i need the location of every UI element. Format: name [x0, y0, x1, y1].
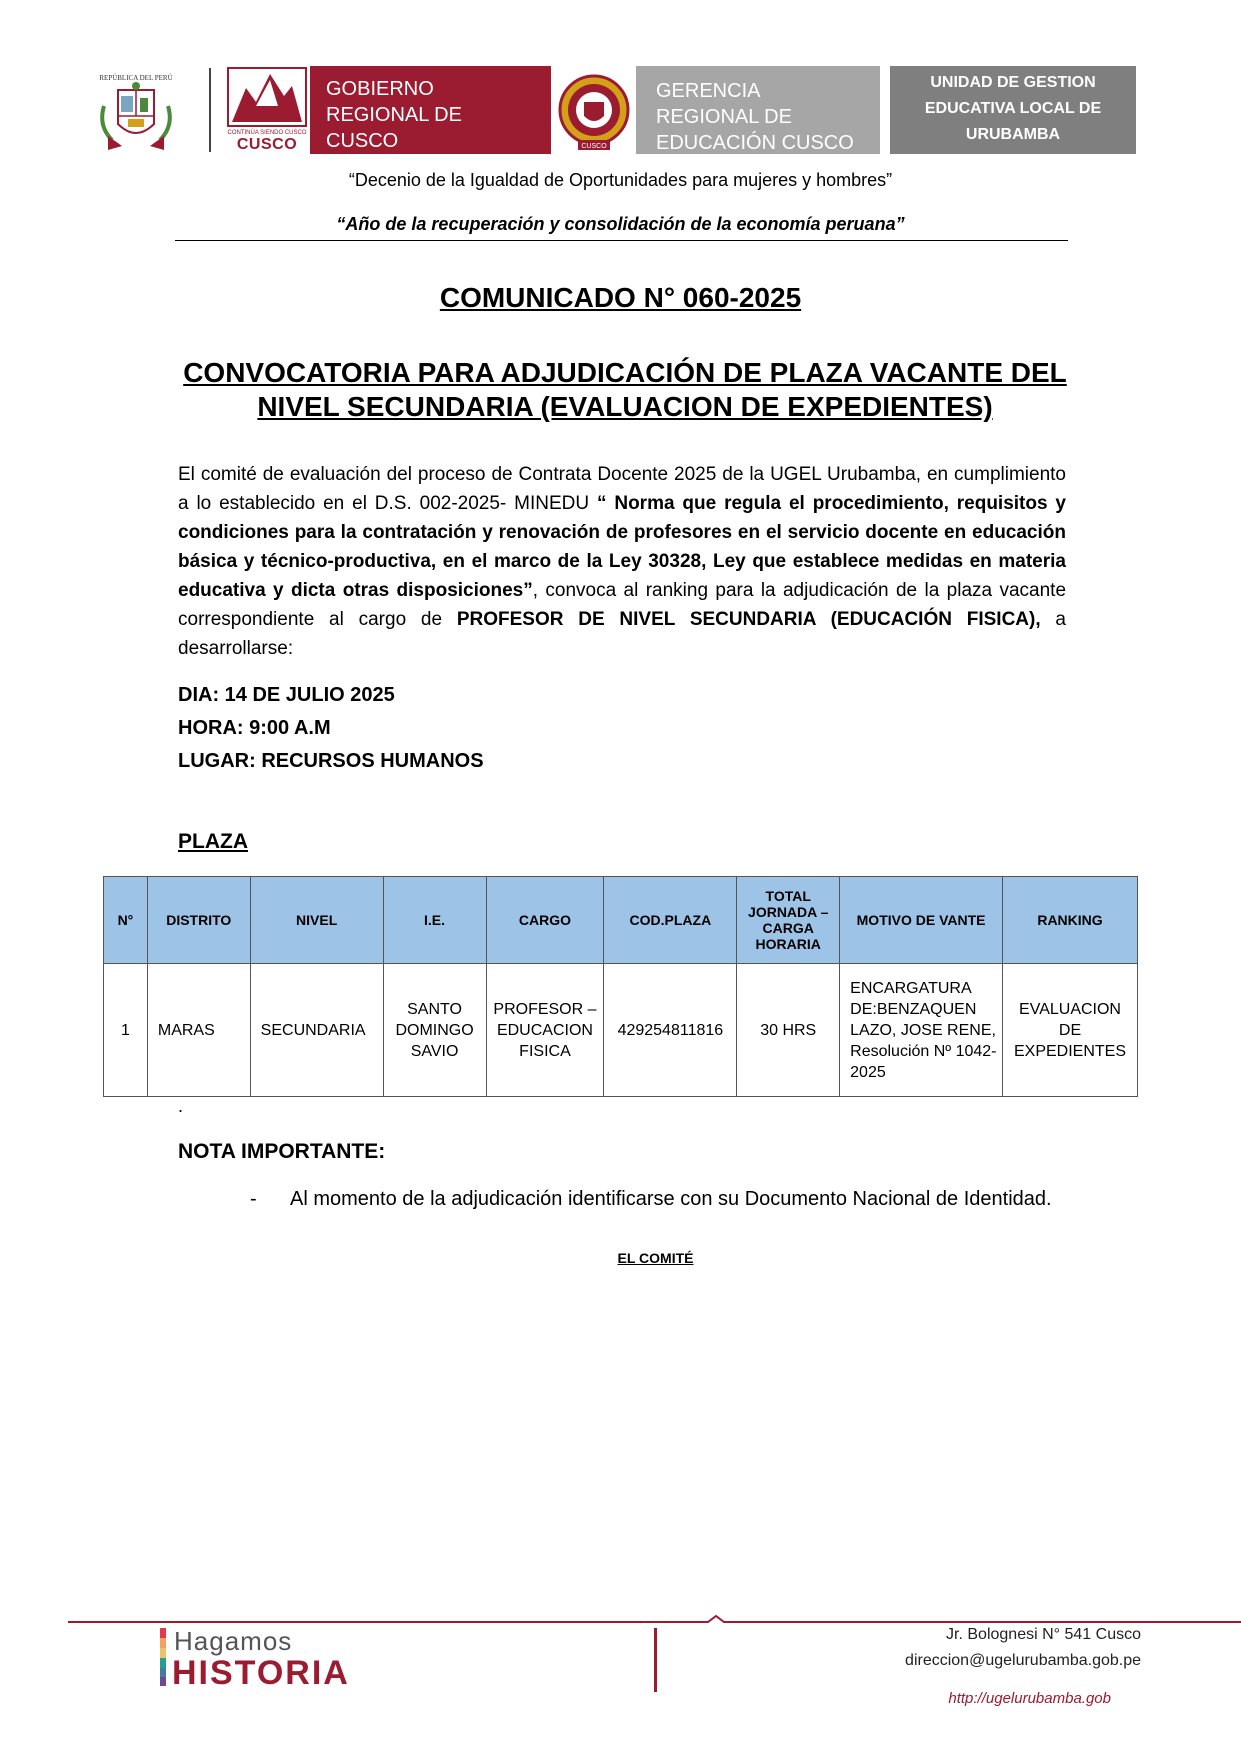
col-header-nivel: NIVEL: [250, 877, 383, 964]
year-motto: “Año de la recuperación y consolidación de la economía peruana”: [336, 214, 905, 234]
cell-distrito: MARAS: [147, 964, 250, 1097]
education-seal-logo: [556, 66, 632, 154]
cusco-label: CUSCO: [236, 136, 298, 153]
cell-cod-plaza: 429254811816: [604, 964, 737, 1097]
hagamos-color-bar: [160, 1628, 166, 1686]
page-title: COMUNICADO N° 060-2025: [439, 282, 802, 313]
nota-heading: NOTA IMPORTANTE:: [178, 1140, 386, 1163]
col-header-ranking: RANKING: [1003, 877, 1138, 964]
body-paragraph: [178, 460, 1066, 663]
subtitle-line-1: CONVOCATORIA PARA ADJUDICACIÓN DE PLAZA VACANTE DEL: [183, 357, 1067, 388]
subtitle-line-2: NIVEL SECUNDARIA (EVALUACION DE EXPEDIENTES): [257, 391, 993, 422]
col-header-num: N°: [104, 877, 148, 964]
col-header-cargo: CARGO: [486, 877, 604, 964]
cell-ie: SANTO DOMINGO SAVIO: [383, 964, 486, 1097]
footer-website[interactable]: http://ugelurubamba.gob: [948, 1690, 1111, 1707]
page-subtitle: [180, 356, 1070, 424]
col-header-jornada: TOTAL JORNADA – CARGA HORARIA: [737, 877, 840, 964]
footer-address: Jr. Bolognesi N° 541 Cusco: [946, 1626, 1141, 1643]
hagamos-text: Hagamos: [174, 1626, 293, 1656]
historia-text: HISTORIA: [172, 1654, 350, 1692]
ugel-label: UNIDAD DE GESTION EDUCATIVA LOCAL DE URUBAMBA: [924, 74, 1102, 143]
body-text-norma: “ Norma que regula el procedimiento, requisitos y condiciones para la contratación y renovación de profesores en el servicio docente en educación básica y técnico-productiva, en el marco de la Ley 30328, Ley que establece medidas en materia educativa y dicta otras disposiciones”: [178, 493, 1066, 601]
cusco-tagline: CONTINÚA SIENDO CUSCO: [227, 130, 307, 136]
cell-cargo: PROFESOR – EDUCACION FISICA: [486, 964, 604, 1097]
footer-email[interactable]: direccion@ugelurubamba.gob.pe: [905, 1652, 1141, 1669]
col-header-ie: I.E.: [383, 877, 486, 964]
col-header-distrito: DISTRITO: [147, 877, 250, 964]
nota-bullet-dash: -: [250, 1188, 257, 1210]
cell-nivel: SECUNDARIA: [250, 964, 383, 1097]
header-rule: [175, 240, 1068, 241]
cell-num: 1: [104, 964, 148, 1097]
body-text-cargo: PROFESOR DE NIVEL SECUNDARIA (EDUCACIÓN FISICA),: [456, 609, 1041, 630]
plaza-table: [103, 876, 1138, 1097]
seal-text: CUSCO: [581, 143, 607, 150]
gerencia-regional-box: [636, 66, 880, 154]
info-hora: HORA: 9:00 A.M: [178, 717, 331, 739]
stray-dot: .: [178, 1096, 184, 1116]
header-divider: [209, 68, 211, 152]
gerencia-regional-label: GERENCIA REGIONAL DE EDUCACIÓN CUSCO: [656, 80, 854, 154]
svg-text:REPÚBLICA DEL PERÚ: REPÚBLICA DEL PERÚ: [99, 74, 173, 82]
plaza-heading: PLAZA: [178, 830, 248, 853]
col-header-cod-plaza: COD.PLAZA: [604, 877, 737, 964]
info-dia: DIA: 14 DE JULIO 2025: [178, 684, 395, 706]
nota-item: Al momento de la adjudicación identificarse con su Documento Nacional de Identidad.: [290, 1188, 1052, 1210]
signature-comite: EL COMITÉ: [617, 1250, 694, 1266]
col-header-motivo: MOTIVO DE VANTE: [840, 877, 1003, 964]
gobierno-regional-box: [310, 66, 551, 154]
decenio-motto: “Decenio de la Igualdad de Oportunidades para mujeres y hombres”: [348, 170, 893, 190]
table-header-row: [104, 877, 1138, 964]
peru-coat-of-arms-logo: [94, 66, 178, 156]
table-row: [104, 964, 1138, 1097]
info-lugar: LUGAR: RECURSOS HUMANOS: [178, 750, 484, 772]
gobierno-regional-label: GOBIERNO REGIONAL DE CUSCO: [326, 78, 462, 152]
body-text-2: , convoca al ranking para la adjudicación de la plaza vacante correspondiente al cargo de: [178, 580, 1067, 630]
ugel-box: [890, 66, 1136, 154]
footer-divider: [654, 1628, 657, 1692]
body-text-1: El comité de evaluación del proceso de Contrata Docente 2025 de la UGEL Urubamba, en cumplimiento a lo establecido en el D.S. 002-2025- MINEDU: [178, 464, 1066, 514]
cell-jornada: 30 HRS: [737, 964, 840, 1097]
body-text-3: a desarrollarse:: [178, 609, 1066, 659]
cell-ranking: EVALUACION DE EXPEDIENTES: [1003, 964, 1138, 1097]
cell-motivo: ENCARGATURA DE:BENZAQUEN LAZO, JOSE RENE, Resolución Nº 1042-2025: [840, 964, 1003, 1097]
